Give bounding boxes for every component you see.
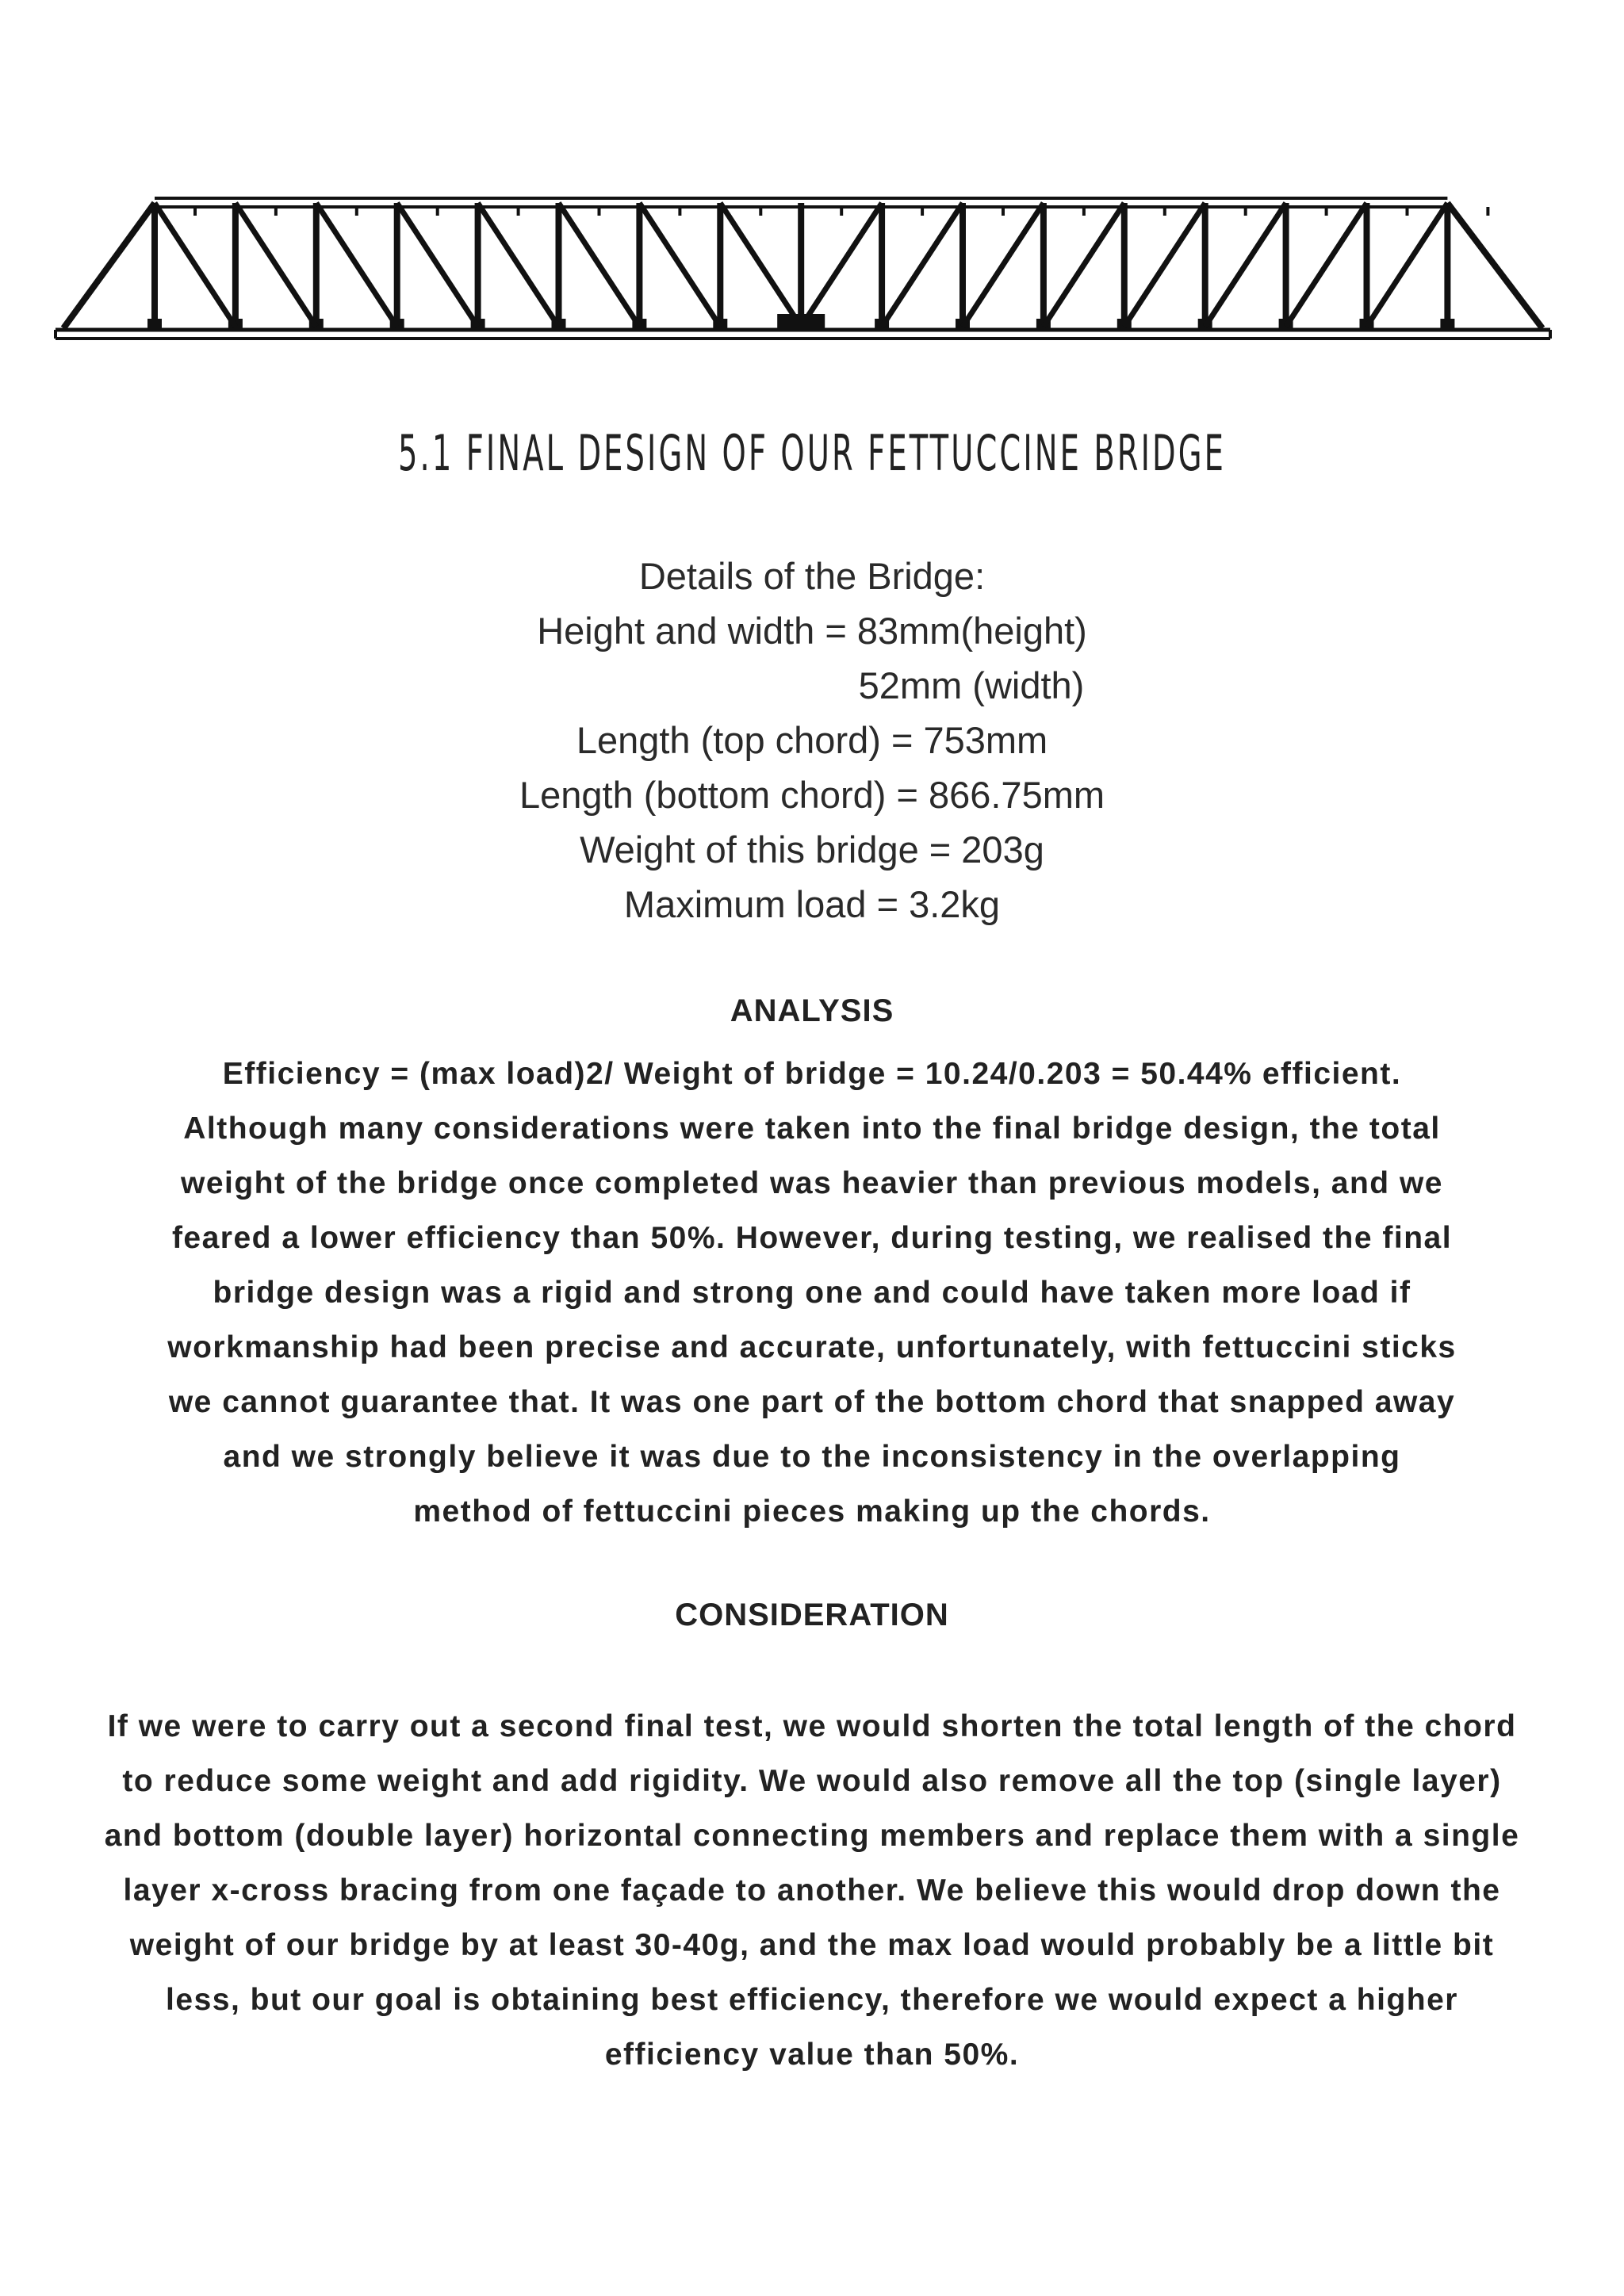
diagonal-member: [1205, 203, 1286, 327]
analysis-line: method of fettuccini pieces making up the chords.: [413, 1494, 1211, 1529]
analysis-body: [79, 1047, 1545, 1539]
analysis-line: Although many considerations were taken into the final bridge design, the total: [183, 1112, 1441, 1146]
truss-structure: [56, 198, 1550, 339]
diagonal-member: [720, 203, 801, 327]
diagonal-member: [1286, 203, 1367, 327]
analysis-line: bridge design was a rigid and strong one and could have taken more load if: [213, 1276, 1411, 1310]
analysis-line: workmanship had been precise and accurate, unfortunately, with fettuccini sticks: [167, 1330, 1457, 1364]
consideration-line: layer x-cross bracing from one façade to another. We believe this would drop down the: [123, 1873, 1501, 1908]
consideration-line: to reduce some weight and add rigidity. We would also remove all the top (single layer): [122, 1764, 1502, 1798]
consideration-line: weight of our bridge by at least 30-40g, and the max load would probably be a little bit: [129, 1928, 1495, 1962]
diagonal-member: [478, 203, 559, 327]
analysis-line: feared a lower efficiency than 50%. However, during testing, we realised the final: [171, 1221, 1453, 1255]
top-chord-length: Length (top chord) = 753mm: [576, 719, 1048, 761]
page-title: 5.1 FINAL DESIGN OF OUR FETTUCCINE BRIDGE: [397, 424, 1227, 482]
consideration-line: and bottom (double layer) horizontal connecting members and replace them with a single: [104, 1819, 1520, 1853]
diagonal-member: [559, 203, 640, 327]
end-post-left: [63, 203, 155, 328]
bridge-details: [0, 549, 1624, 932]
bridge-weight: Weight of this bridge = 203g: [580, 828, 1044, 871]
diagonal-member: [236, 203, 316, 327]
diagonal-member: [1367, 203, 1448, 327]
bottom-chord-length: Length (bottom chord) = 866.75mm: [519, 774, 1105, 816]
analysis-line: and we strongly believe it was due to the inconsistency in the overlapping: [223, 1440, 1401, 1474]
consideration-line: If we were to carry out a second final test, we would shorten the total length of the chord: [107, 1709, 1517, 1743]
bottom-node: [147, 319, 162, 330]
maximum-load: Maximum load = 3.2kg: [623, 883, 1001, 925]
details-heading: Details of the Bridge:: [638, 555, 986, 597]
diagonal-member: [155, 203, 236, 327]
width-value-line: 52mm (width): [858, 664, 1085, 706]
consideration-line: efficiency value than 50%.: [604, 2038, 1020, 2072]
end-post-right: [1447, 203, 1542, 328]
center-node: [777, 314, 825, 330]
diagonal-member: [882, 203, 963, 327]
diagonal-member: [316, 203, 397, 327]
diagonal-member: [639, 203, 720, 327]
bridge-truss-illustration: [0, 0, 1624, 365]
analysis-line: Efficiency = (max load)2/ Weight of bridge = 10.24/0.203 = 50.44% efficient.: [222, 1057, 1402, 1091]
bottom-node: [1440, 319, 1454, 330]
analysis-line: we cannot guarantee that. It was one part of the bottom chord that snapped away: [168, 1385, 1456, 1419]
diagonal-member: [963, 203, 1044, 327]
diagonal-member: [397, 203, 478, 327]
diagonal-member: [801, 203, 882, 327]
consideration-line: less, but our goal is obtaining best efficiency, therefore we would expect a higher: [166, 1983, 1458, 2017]
consideration-body: [32, 1699, 1592, 2082]
analysis-heading: ANALYSIS: [730, 993, 894, 1028]
height-width-line: Height and width = 83mm(height): [537, 610, 1087, 652]
analysis-line: weight of the bridge once completed was heavier than previous models, and we: [181, 1166, 1443, 1200]
diagonal-member: [1124, 203, 1205, 327]
consideration-heading: CONSIDERATION: [675, 1598, 949, 1632]
diagonal-member: [1044, 203, 1124, 327]
